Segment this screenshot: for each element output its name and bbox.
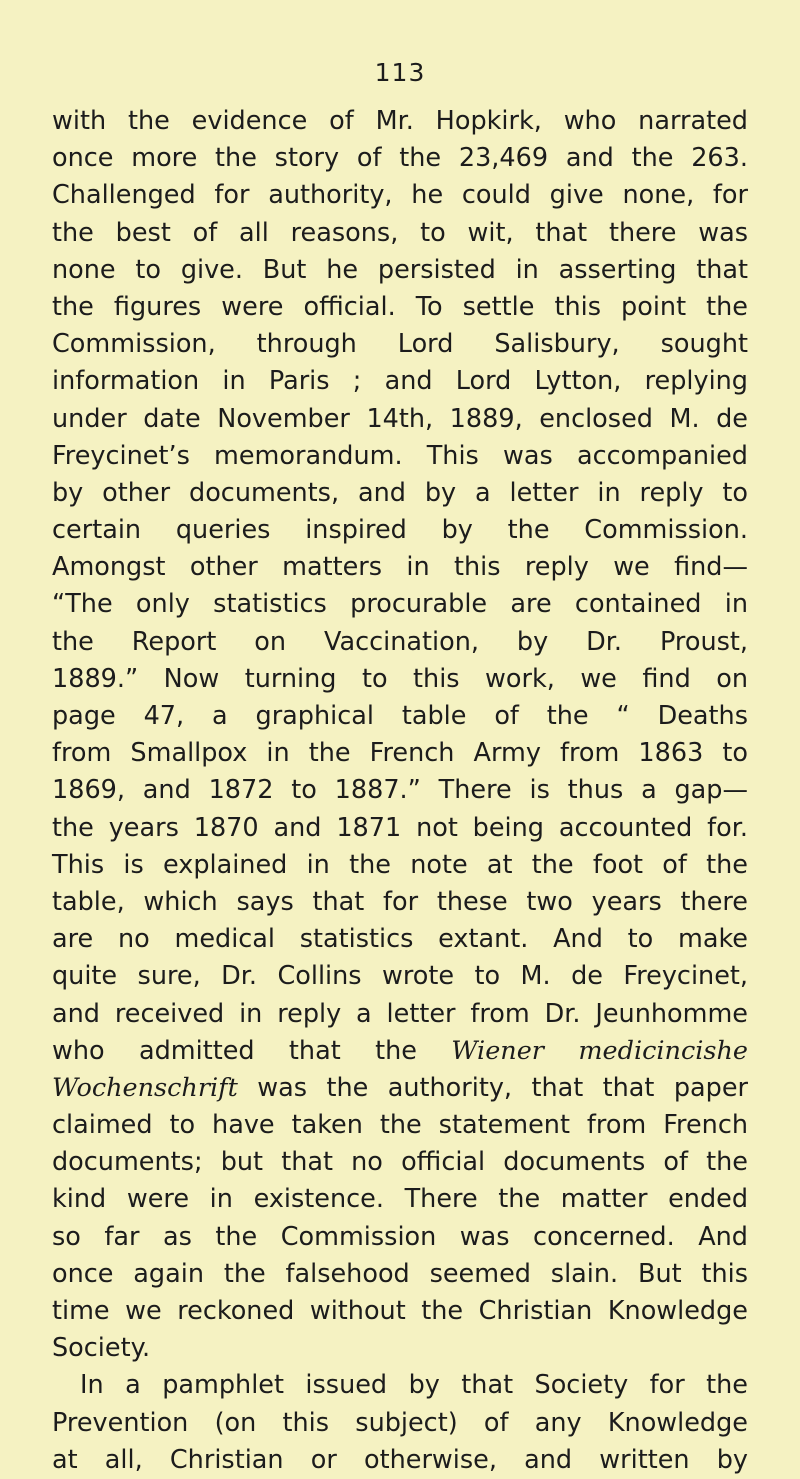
- text-segment: was the authority, that that paper: [257, 1072, 749, 1103]
- text-line: information in Paris ; and Lord Lytton, replying: [52, 366, 748, 397]
- body-text: [52, 103, 748, 1479]
- text-line: This is explained in the note at the foot of the: [52, 849, 748, 880]
- text-line: 1889.” Now turning to this work, we find on: [52, 663, 748, 694]
- text-line: the figures were official. To settle this point the: [52, 291, 748, 322]
- text-line: documents; but that no official documents of the: [52, 1147, 748, 1178]
- text-line: kind were in existence. There the matter ended: [52, 1184, 748, 1215]
- text-line: once more the story of the 23,469 and the 263.: [52, 143, 748, 174]
- italic-title: Wiener medicincishe: [451, 1035, 748, 1066]
- text-line: 1869, and 1872 to 1887.” There is thus a gap—: [52, 775, 748, 806]
- text-segment: who admitted that the: [52, 1035, 417, 1066]
- text-line: [52, 1070, 748, 1107]
- page-number: 113: [374, 58, 426, 87]
- text-line: are no medical statistics extant. And to make: [52, 924, 748, 955]
- text-line: so far as the Commission was concerned. And: [52, 1221, 748, 1252]
- text-line: Prevention (on this subject) of any Knowledge: [52, 1407, 748, 1438]
- text-line: none to give. But he persisted in asserting that: [52, 254, 748, 285]
- text-line: “The only statistics procurable are contained in: [52, 589, 748, 620]
- text-line: once again the falsehood seemed slain. But this: [52, 1258, 748, 1289]
- text-line: the best of all reasons, to wit, that there was: [52, 217, 748, 248]
- text-line: Challenged for authority, he could give none, for: [52, 180, 748, 211]
- text-line: [52, 1033, 748, 1070]
- text-line: certain queries inspired by the Commission.: [52, 515, 748, 546]
- text-line: In a pamphlet issued by that Society for the: [80, 1370, 748, 1401]
- text-line: Commission, through Lord Salisbury, sought: [52, 329, 748, 360]
- italic-title: Wochenschrift: [52, 1072, 238, 1103]
- text-line: Freycinet’s memorandum. This was accompanied: [52, 440, 748, 471]
- text-line: table, which says that for these two years there: [52, 886, 748, 917]
- text-line: from Smallpox in the French Army from 1863 to: [52, 738, 748, 769]
- text-line: Society.: [52, 1333, 151, 1364]
- text-line: time we reckoned without the Christian Knowledge: [52, 1296, 748, 1326]
- text-line: the years 1870 and 1871 not being accounted for.: [52, 812, 748, 843]
- text-line: Amongst other matters in this reply we find—: [52, 552, 748, 583]
- text-line: quite sure, Dr. Collins wrote to M. de Freycinet,: [52, 961, 748, 992]
- text-line: claimed to have taken the statement from French: [52, 1110, 748, 1141]
- text-line: by other documents, and by a letter in reply to: [52, 477, 748, 508]
- text-line: at all, Christian or otherwise, and written by: [52, 1444, 748, 1475]
- text-line: the Report on Vaccination, by Dr. Proust,: [52, 626, 748, 657]
- text-line: under date November 14th, 1889, enclosed M. de: [52, 403, 748, 434]
- text-line: with the evidence of Mr. Hopkirk, who narrated: [52, 106, 748, 136]
- text-line: page 47, a graphical table of the “ Deaths: [52, 701, 748, 731]
- text-line: and received in reply a letter from Dr. Jeunhomme: [52, 998, 748, 1029]
